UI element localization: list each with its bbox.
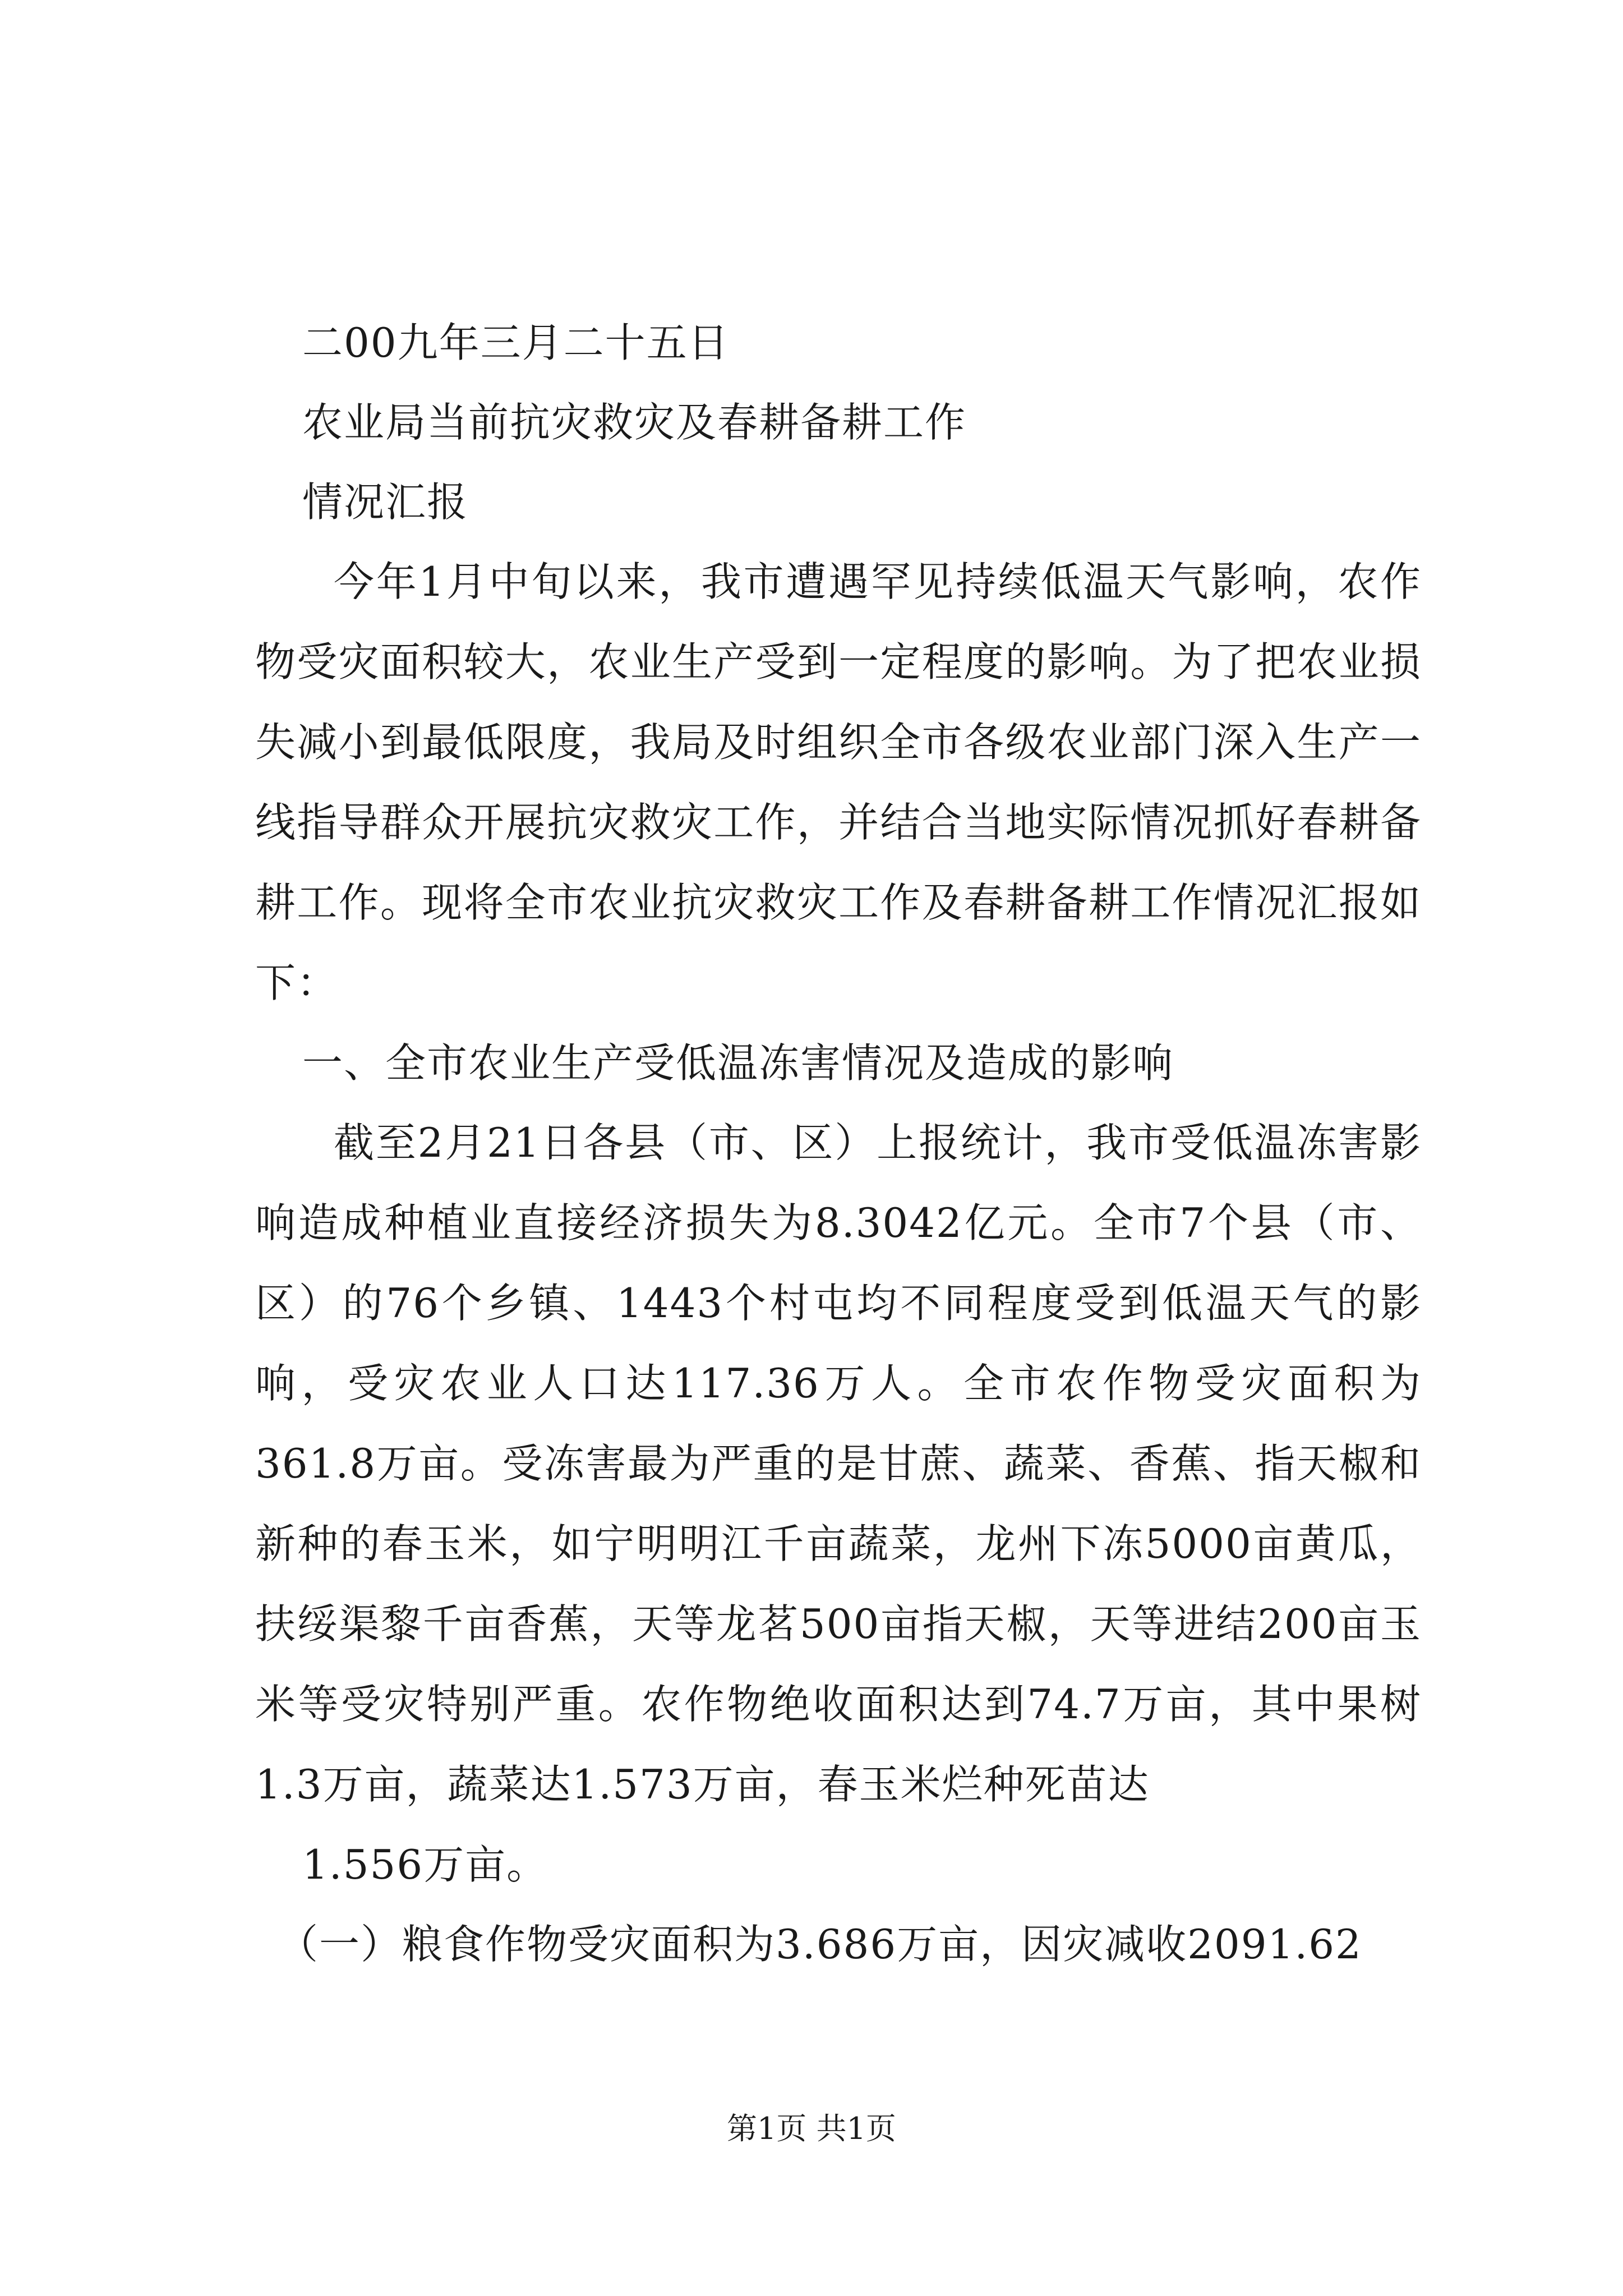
section-paragraph-continued: 1.556万亩。 [302, 1841, 548, 1888]
document-title: 农业局当前抗灾救灾及春耕备耕工作 [302, 399, 967, 446]
subsection-heading: （一）粮食作物受灾面积为3.686万亩，因灾减收2091.62 [278, 1921, 1362, 1968]
document-body [255, 303, 1422, 1984]
section-heading: 一、全市农业生产受低温冻害情况及造成的影响 [302, 1039, 1174, 1087]
page-footer: 第1页 共1页 [727, 2111, 896, 2146]
section-paragraph: 截至2月21日各县（市、区）上报统计，我市受低温冻害影响造成种植业直接经济损失为8.3042亿元。全市7个县（市、区）的76个乡镇、1443个村屯均不同程度受到低温天气的影响，受灾农业人口达117.36万人。全市农作物受灾面积为361.8万亩。受冻害最为严重的是甘蔗、蔬菜、香蕉、指天椒和新种的春玉米，如宁明明江千亩蔬菜，龙州下冻5000亩黄瓜，扶绥渠黎千亩香蕉，天等龙茗500亩指天椒，天等进结200亩玉米等受灾特别严重。农作物绝收面积达到74.7万亩，其中果树1.3万亩，蔬菜达1.573万亩，春玉米烂种死苗达 [255, 1119, 1422, 1808]
document-title-continued: 情况汇报 [302, 478, 469, 526]
document-date: 二00九年三月二十五日 [302, 319, 730, 366]
intro-paragraph: 今年1月中旬以来，我市遭遇罕见持续低温天气影响，农作物受灾面积较大，农业生产受到一定程度的影响。为了把农业损失减小到最低限度，我局及时组织全市各级农业部门深入生产一线指导群众开展抗灾救灾工作，并结合当地实际情况抓好春耕备耕工作。现将全市农业抗灾救灾工作及春耕备耕工作情况汇报如下： [255, 558, 1422, 1006]
